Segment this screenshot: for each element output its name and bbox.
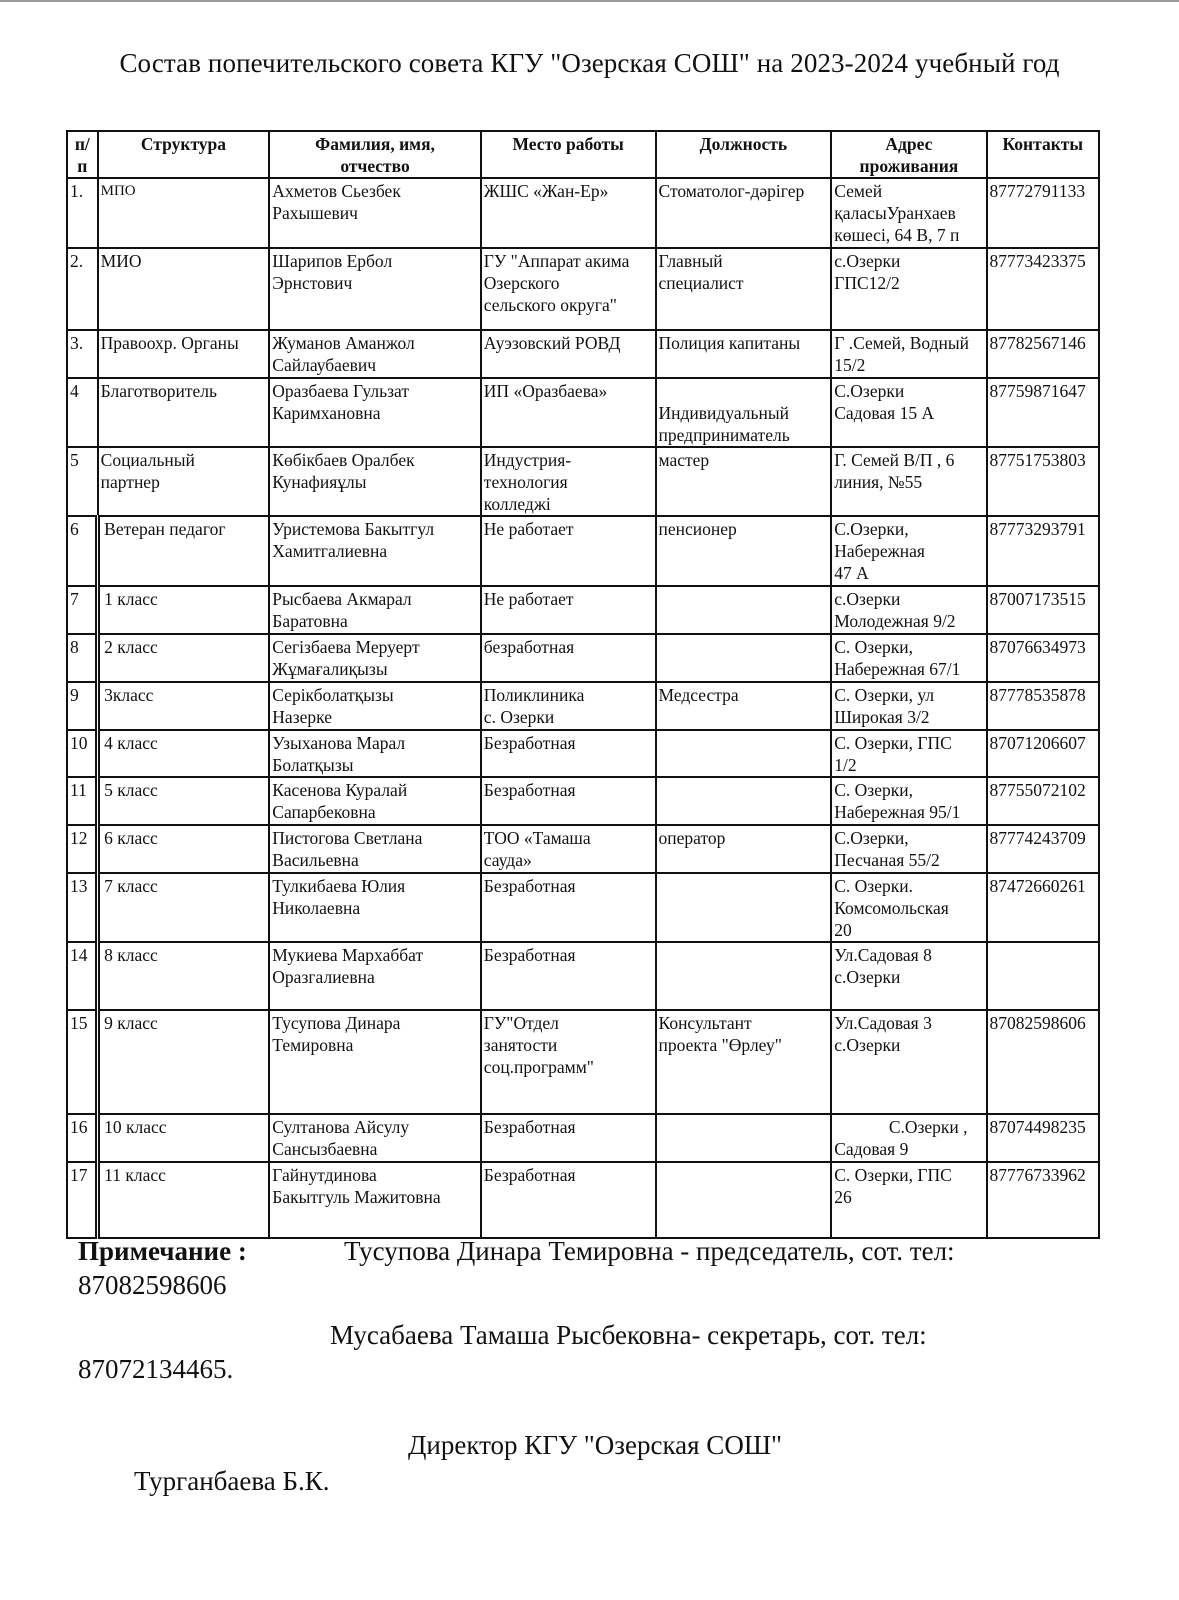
cell-contacts: 87076634973: [987, 634, 1099, 682]
director-name: Турганбаева Б.К.: [134, 1466, 330, 1496]
cell-contacts: 87773423375: [987, 248, 1099, 330]
note-secretary-text: Мусабаева Тамаша Рысбековна- секретарь, сот. тел:: [330, 1320, 927, 1350]
cell-address: Семей қаласыУранхаев көшесі, 64 В, 7 п: [831, 178, 986, 248]
cell-contacts: 87774243709: [987, 825, 1099, 873]
table-row: [67, 378, 1099, 447]
cell-position: [656, 1162, 832, 1238]
cell-structure: 1 класс: [98, 586, 270, 634]
cell-num: 3.: [67, 330, 98, 378]
table-body: [67, 178, 1099, 1238]
table-row: [67, 777, 1099, 825]
cell-structure: МИО: [98, 248, 270, 330]
cell-position: Стоматолог-дәрігер: [656, 178, 832, 248]
cell-work: Безработная: [481, 942, 656, 1010]
table-header-row: [67, 131, 1099, 178]
cell-name: Сегізбаева Меруерт Жұмағалиқызы: [269, 634, 481, 682]
cell-address: С. Озерки, ул Широкая 3/2: [831, 682, 986, 730]
table-row: [67, 942, 1099, 1010]
cell-position: Полиция капитаны: [656, 330, 832, 378]
cell-num: 2.: [67, 248, 98, 330]
cell-work: ГУ"Отдел занятости соц.программ": [481, 1010, 656, 1114]
top-border-line: [0, 0, 1179, 2]
cell-name: Пистогова Светлана Васильевна: [269, 825, 481, 873]
header-position: Должность: [656, 131, 832, 178]
cell-contacts: 87773293791: [987, 516, 1099, 586]
cell-structure: 11 класс: [98, 1162, 270, 1238]
cell-name: Оразбаева Гульзат Каримхановна: [269, 378, 481, 447]
cell-num: 1.: [67, 178, 98, 248]
cell-address: С. Озерки, ГПС 26: [831, 1162, 986, 1238]
table-row: [67, 586, 1099, 634]
cell-structure: МПО: [98, 178, 270, 248]
cell-position: мастер: [656, 447, 832, 516]
cell-num: 15: [67, 1010, 98, 1114]
cell-work: ГУ "Аппарат акима Озерского сельского округа": [481, 248, 656, 330]
cell-address: Г .Семей, Водный 15/2: [831, 330, 986, 378]
cell-work: ТОО «Тамаша сауда»: [481, 825, 656, 873]
header-name: Фамилия, имя, отчество: [269, 131, 481, 178]
note-label: Примечание :: [78, 1236, 247, 1266]
cell-contacts: 87071206607: [987, 730, 1099, 777]
council-table: [66, 130, 1100, 1239]
cell-work: Безработная: [481, 873, 656, 942]
header-work: Место работы: [481, 131, 656, 178]
cell-address: С.Озерки, Набережная 47 А: [831, 516, 986, 586]
table-row: [67, 248, 1099, 330]
cell-position: Индивидуальный предприниматель: [656, 378, 832, 447]
cell-work: Не работает: [481, 516, 656, 586]
cell-address: С. Озерки, ГПС 1/2: [831, 730, 986, 777]
cell-contacts: 87776733962: [987, 1162, 1099, 1238]
cell-address: Г. Семей В/П , 6 линия, №55: [831, 447, 986, 516]
cell-contacts: 87082598606: [987, 1010, 1099, 1114]
cell-work: Индустрия- технология колледжі: [481, 447, 656, 516]
cell-name: Тулкибаева Юлия Николаевна: [269, 873, 481, 942]
table-row: [67, 330, 1099, 378]
cell-name: Шарипов Ербол Эрнстович: [269, 248, 481, 330]
cell-structure: Правоохр. Органы: [98, 330, 270, 378]
cell-address: с.Озерки Молодежная 9/2: [831, 586, 986, 634]
cell-num: 12: [67, 825, 98, 873]
cell-structure: 5 класс: [98, 777, 270, 825]
cell-position: Главный специалист: [656, 248, 832, 330]
cell-position: Консультант проекта "Өрлеу": [656, 1010, 832, 1114]
cell-contacts: 87759871647: [987, 378, 1099, 447]
cell-structure: 2 класс: [98, 634, 270, 682]
cell-address: С.Озерки, Песчаная 55/2: [831, 825, 986, 873]
cell-name: Ахметов Сьезбек Рахышевич: [269, 178, 481, 248]
header-contacts: Контакты: [987, 131, 1099, 178]
cell-name: Тусупова Динара Темировна: [269, 1010, 481, 1114]
cell-structure: 6 класс: [98, 825, 270, 873]
cell-contacts: 87074498235: [987, 1114, 1099, 1162]
header-address: Адрес проживания: [831, 131, 986, 178]
cell-address: Ул.Садовая 8 с.Озерки: [831, 942, 986, 1010]
cell-position: [656, 634, 832, 682]
cell-structure: 9 класс: [98, 1010, 270, 1114]
note-secretary-phone: 87072134465.: [78, 1354, 234, 1384]
cell-structure: 8 класс: [98, 942, 270, 1010]
cell-address: с.Озерки ГПС12/2: [831, 248, 986, 330]
cell-contacts: [987, 942, 1099, 1010]
note-chair-phone: 87082598606: [78, 1270, 227, 1300]
header-num: п/ п: [67, 131, 98, 178]
cell-position: [656, 873, 832, 942]
table-row: [67, 634, 1099, 682]
cell-address: Ул.Садовая 3 с.Озерки: [831, 1010, 986, 1114]
cell-num: 14: [67, 942, 98, 1010]
cell-num: 5: [67, 447, 98, 516]
cell-work: Безработная: [481, 1114, 656, 1162]
cell-position: оператор: [656, 825, 832, 873]
cell-address: С.Озерки Садовая 15 А: [831, 378, 986, 447]
director-text: Директор КГУ "Озерская СОШ": [408, 1430, 783, 1460]
cell-structure: 7 класс: [98, 873, 270, 942]
table-row: [67, 516, 1099, 586]
cell-name: Уристемова Бакытгул Хамитгалиевна: [269, 516, 481, 586]
cell-contacts: 87472660261: [987, 873, 1099, 942]
cell-structure: Ветеран педагог: [98, 516, 270, 586]
cell-contacts: 87782567146: [987, 330, 1099, 378]
cell-name: Рысбаева Акмарал Баратовна: [269, 586, 481, 634]
cell-num: 4: [67, 378, 98, 447]
cell-position: Медсестра: [656, 682, 832, 730]
cell-name: Гайнутдинова Бакытгуль Мажитовна: [269, 1162, 481, 1238]
table-row: [67, 1162, 1099, 1238]
cell-name: Касенова Куралай Сапарбековна: [269, 777, 481, 825]
cell-contacts: 87755072102: [987, 777, 1099, 825]
cell-num: 6: [67, 516, 98, 586]
cell-position: [656, 942, 832, 1010]
cell-num: 7: [67, 586, 98, 634]
table-row: [67, 447, 1099, 516]
cell-address: [831, 1114, 986, 1162]
table-row: [67, 730, 1099, 777]
cell-work: Безработная: [481, 730, 656, 777]
cell-position: [656, 777, 832, 825]
cell-contacts: 87778535878: [987, 682, 1099, 730]
cell-num: 10: [67, 730, 98, 777]
cell-work: Безработная: [481, 777, 656, 825]
address-line: С.Озерки ,: [888, 1117, 968, 1137]
cell-position: [656, 586, 832, 634]
cell-num: 8: [67, 634, 98, 682]
cell-position: [656, 730, 832, 777]
cell-address: С. Озерки. Комсомольская 20: [831, 873, 986, 942]
cell-num: 11: [67, 777, 98, 825]
header-structure: Структура: [98, 131, 270, 178]
cell-num: 9: [67, 682, 98, 730]
cell-structure: 10 класс: [98, 1114, 270, 1162]
note-chair-text: Тусупова Динара Темировна - председатель, сот. тел:: [344, 1236, 955, 1266]
cell-structure: Социальный партнер: [98, 447, 270, 516]
cell-structure: Благотворитель: [98, 378, 270, 447]
cell-num: 13: [67, 873, 98, 942]
table-row: [67, 825, 1099, 873]
cell-address: С. Озерки, Набережная 67/1: [831, 634, 986, 682]
cell-work: Поликлиника с. Озерки: [481, 682, 656, 730]
cell-work: ИП «Оразбаева»: [481, 378, 656, 447]
cell-num: 17: [67, 1162, 98, 1238]
cell-position: [656, 1114, 832, 1162]
table-row: [67, 1010, 1099, 1114]
cell-work: безработная: [481, 634, 656, 682]
table-row: [67, 682, 1099, 730]
cell-contacts: 87772791133: [987, 178, 1099, 248]
table-row: [67, 178, 1099, 248]
cell-name: Серікболатқызы Назерке: [269, 682, 481, 730]
cell-structure: 3класс: [98, 682, 270, 730]
cell-name: Көбікбаев Оралбек Кунафияұлы: [269, 447, 481, 516]
cell-work: Ауэзовский РОВД: [481, 330, 656, 378]
cell-work: Не работает: [481, 586, 656, 634]
table-row: [67, 873, 1099, 942]
cell-work: ЖШС «Жан-Ер»: [481, 178, 656, 248]
cell-address: С. Озерки, Набережная 95/1: [831, 777, 986, 825]
cell-position: пенсионер: [656, 516, 832, 586]
cell-work: Безработная: [481, 1162, 656, 1238]
cell-structure: 4 класс: [98, 730, 270, 777]
cell-num: 16: [67, 1114, 98, 1162]
cell-contacts: 87751753803: [987, 447, 1099, 516]
cell-name: Узыханова Марал Болатқызы: [269, 730, 481, 777]
document-title: Состав попечительского совета КГУ "Озерская СОШ" на 2023-2024 учебный год: [119, 48, 1060, 78]
table-row: [67, 1114, 1099, 1162]
cell-name: Султанова Айсулу Сансызбаевна: [269, 1114, 481, 1162]
cell-name: Мукиева Мархаббат Оразгалиевна: [269, 942, 481, 1010]
cell-contacts: 87007173515: [987, 586, 1099, 634]
address-line: Садовая 9: [834, 1139, 909, 1159]
cell-name: Жуманов Аманжол Сайлаубаевич: [269, 330, 481, 378]
